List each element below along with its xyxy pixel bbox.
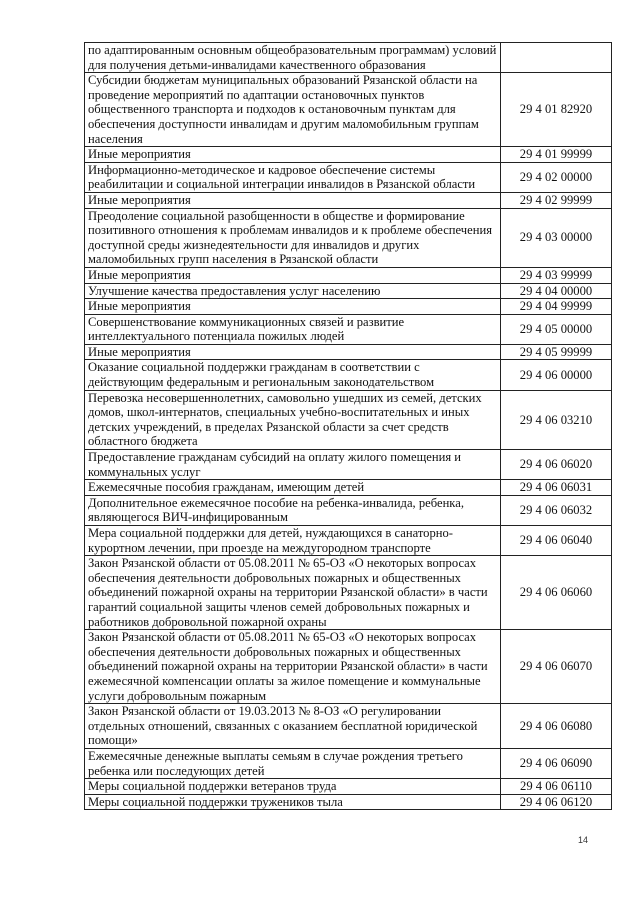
row-code: 29 4 06 03210 bbox=[501, 390, 612, 449]
row-code: 29 4 06 06120 bbox=[501, 794, 612, 810]
row-code: 29 4 06 06080 bbox=[501, 704, 612, 749]
row-name: Меры социальной поддержки тружеников тыла bbox=[85, 794, 501, 810]
row-code bbox=[501, 43, 612, 73]
row-code: 29 4 04 00000 bbox=[501, 283, 612, 299]
table-row bbox=[85, 794, 612, 810]
row-code: 29 4 06 06031 bbox=[501, 480, 612, 496]
row-code: 29 4 06 06090 bbox=[501, 748, 612, 778]
row-code: 29 4 06 06060 bbox=[501, 556, 612, 630]
table-row bbox=[85, 495, 612, 525]
row-code: 29 4 05 99999 bbox=[501, 344, 612, 360]
row-name: Перевозка несовершеннолетних, самовольно ушедших из семей, детских домов, школ-интернатов, специальных учебно-воспитательных и иных детских учреждений, в пределах Рязанской области за счет средств областного бюджета bbox=[85, 390, 501, 449]
table-row bbox=[85, 267, 612, 283]
row-name: Дополнительное ежемесячное пособие на ребенка-инвалида, ребенка, являющегося ВИЧ-инфицированным bbox=[85, 495, 501, 525]
row-code: 29 4 01 82920 bbox=[501, 73, 612, 147]
row-code: 29 4 03 00000 bbox=[501, 208, 612, 267]
table-row bbox=[85, 43, 612, 73]
table-row bbox=[85, 360, 612, 390]
budget-classification-table bbox=[84, 42, 612, 810]
table-row bbox=[85, 299, 612, 315]
row-name: Ежемесячные пособия гражданам, имеющим детей bbox=[85, 480, 501, 496]
row-code: 29 4 06 06020 bbox=[501, 450, 612, 480]
row-code: 29 4 05 00000 bbox=[501, 314, 612, 344]
table-row bbox=[85, 73, 612, 147]
row-name: Улучшение качества предоставления услуг населению bbox=[85, 283, 501, 299]
table-row bbox=[85, 630, 612, 704]
row-name: Мера социальной поддержки для детей, нуждающихся в санаторно-курортном лечении, при проезде на междугородном транспорте bbox=[85, 526, 501, 556]
row-name: по адаптированным основным общеобразовательным программам) условий для получения детьми-инвалидами качественного образования bbox=[85, 43, 501, 73]
row-code: 29 4 06 06040 bbox=[501, 526, 612, 556]
page-number: 14 bbox=[578, 835, 589, 845]
table-row bbox=[85, 748, 612, 778]
row-name: Закон Рязанской области от 19.03.2013 № 8-ОЗ «О регулировании отдельных отношений, связанных с оказанием бесплатной юридической помощи» bbox=[85, 704, 501, 749]
table-row bbox=[85, 147, 612, 163]
table-row bbox=[85, 556, 612, 630]
row-code: 29 4 06 06110 bbox=[501, 779, 612, 795]
row-code: 29 4 06 00000 bbox=[501, 360, 612, 390]
row-code: 29 4 02 00000 bbox=[501, 162, 612, 192]
row-code: 29 4 03 99999 bbox=[501, 267, 612, 283]
row-name: Закон Рязанской области от 05.08.2011 № 65-ОЗ «О некоторых вопросах обеспечения деятельности добровольных пожарных и общественных объединений пожарной охраны на территории Рязанской области» в части гарантий социальной защиты членов семей добровольных пожарных и работников добровольной пожарной охраны bbox=[85, 556, 501, 630]
row-name: Иные мероприятия bbox=[85, 147, 501, 163]
row-name: Иные мероприятия bbox=[85, 299, 501, 315]
row-code: 29 4 01 99999 bbox=[501, 147, 612, 163]
table-row bbox=[85, 162, 612, 192]
table-row bbox=[85, 192, 612, 208]
table-row bbox=[85, 526, 612, 556]
row-code: 29 4 04 99999 bbox=[501, 299, 612, 315]
row-name: Закон Рязанской области от 05.08.2011 № 65-ОЗ «О некоторых вопросах обеспечения деятельности добровольных пожарных и общественных объединений пожарной охраны на территории Рязанской области» в части ежемесячной компенсации оплаты за жилое помещение и коммунальные услуги добровольным пожарным bbox=[85, 630, 501, 704]
table-row bbox=[85, 344, 612, 360]
row-code: 29 4 06 06070 bbox=[501, 630, 612, 704]
row-name: Иные мероприятия bbox=[85, 344, 501, 360]
row-code: 29 4 06 06032 bbox=[501, 495, 612, 525]
row-name: Субсидии бюджетам муниципальных образований Рязанской области на проведение мероприятий по адаптации остановочных пунктов общественного транспорта и подходов к остановочным пунктам для обеспечения доступности инвалидам и другим маломобильным группам населения bbox=[85, 73, 501, 147]
table-row bbox=[85, 779, 612, 795]
row-name: Меры социальной поддержки ветеранов труда bbox=[85, 779, 501, 795]
row-name: Иные мероприятия bbox=[85, 192, 501, 208]
table-row bbox=[85, 314, 612, 344]
table-row bbox=[85, 283, 612, 299]
table-row bbox=[85, 704, 612, 749]
table-row bbox=[85, 450, 612, 480]
row-name: Совершенствование коммуникационных связей и развитие интеллектуального потенциала пожилых людей bbox=[85, 314, 501, 344]
row-name: Информационно-методическое и кадровое обеспечение системы реабилитации и социальной интеграции инвалидов в Рязанской области bbox=[85, 162, 501, 192]
row-name: Ежемесячные денежные выплаты семьям в случае рождения третьего ребенка или последующих детей bbox=[85, 748, 501, 778]
table-row bbox=[85, 208, 612, 267]
table-row bbox=[85, 390, 612, 449]
table-row bbox=[85, 480, 612, 496]
row-name: Преодоление социальной разобщенности в обществе и формирование позитивного отношения к проблемам инвалидов и к проблеме обеспечения доступной среды жизнедеятельности для инвалидов и других маломобильных групп населения в Рязанской области bbox=[85, 208, 501, 267]
row-name: Предоставление гражданам субсидий на оплату жилого помещения и коммунальных услуг bbox=[85, 450, 501, 480]
row-name: Иные мероприятия bbox=[85, 267, 501, 283]
row-code: 29 4 02 99999 bbox=[501, 192, 612, 208]
table-body bbox=[85, 43, 612, 810]
row-name: Оказание социальной поддержки гражданам в соответствии с действующим федеральным и региональным законодательством bbox=[85, 360, 501, 390]
